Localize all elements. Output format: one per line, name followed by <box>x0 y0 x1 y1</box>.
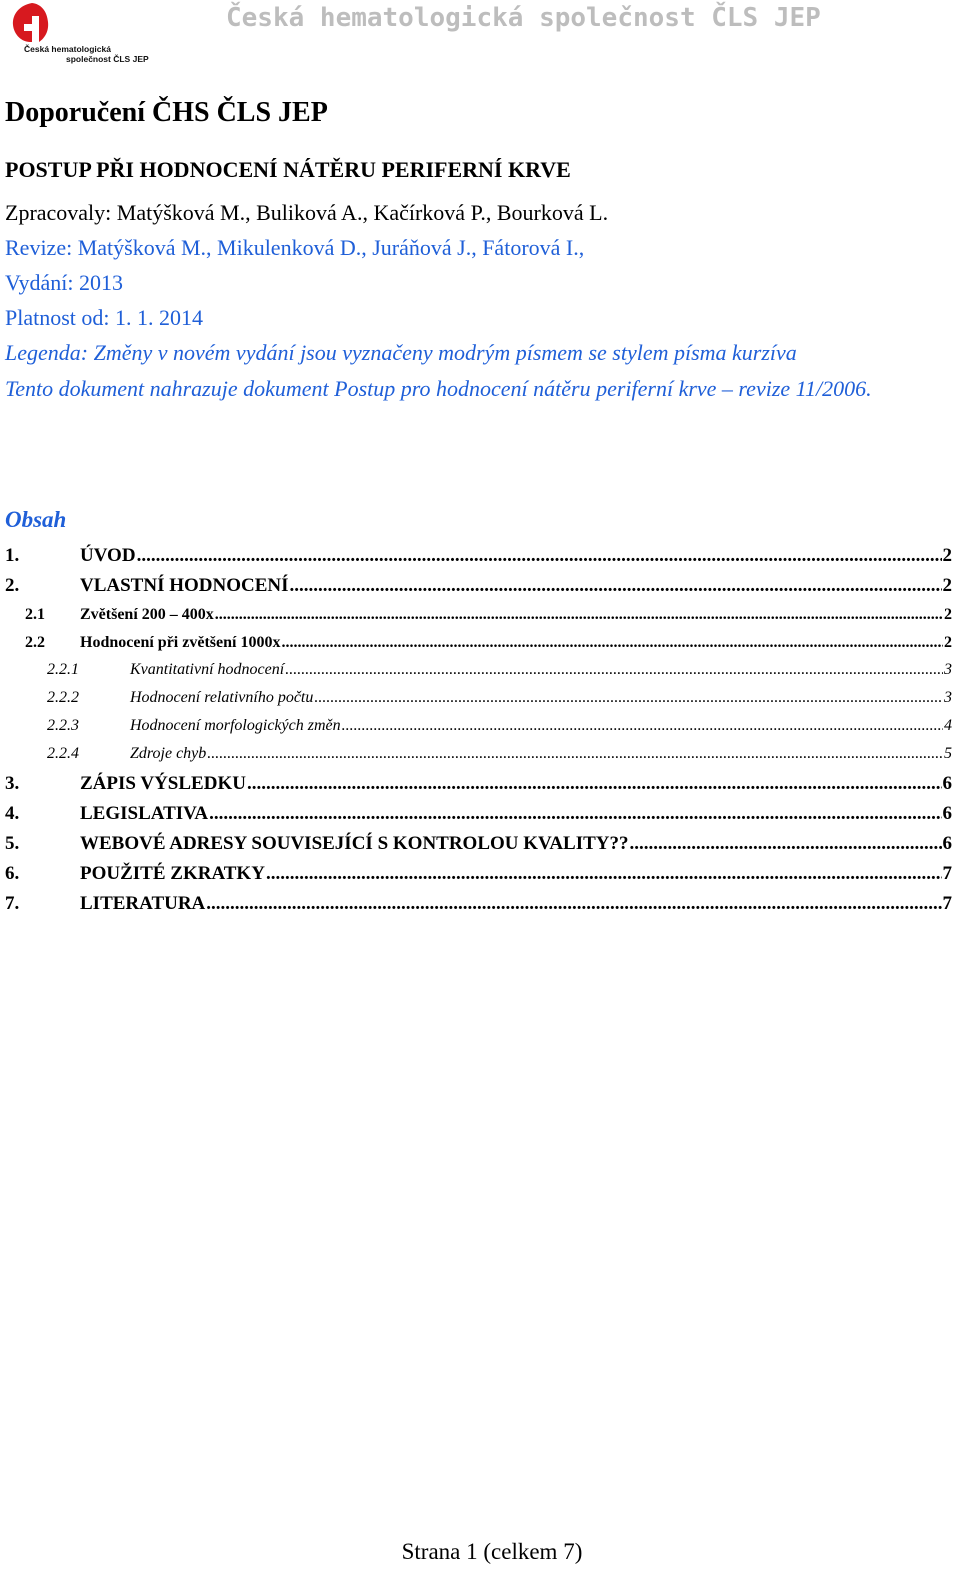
toc-number: 2.2.1 <box>47 661 79 678</box>
toc-leader <box>207 745 943 763</box>
toc-leader <box>281 634 943 652</box>
toc-title: Hodnocení relativního počtu <box>130 689 314 706</box>
toc-page: 2 <box>942 545 952 566</box>
toc-leader <box>206 893 941 915</box>
logo-text-line1: Česká hematologická <box>24 44 111 54</box>
toc-title: Hodnocení při zvětšení 1000x <box>80 634 281 651</box>
toc-number: 2.2.3 <box>47 717 79 734</box>
toc-page: 6 <box>942 773 952 794</box>
toc-page: 5 <box>944 745 952 762</box>
toc-page: 3 <box>944 689 952 706</box>
toc-leader <box>215 606 943 624</box>
toc-number: 1. <box>5 545 20 566</box>
toc-page: 2 <box>942 575 952 596</box>
toc-title: Kvantitativní hodnocení <box>130 661 285 678</box>
toc-number: 2. <box>5 575 20 596</box>
revision-authors: Revize: Matýšková M., Mikulenková D., Juráňová J., Fátorová I., <box>5 235 585 260</box>
toc-number: 2.1 <box>25 606 45 623</box>
toc-title: POUŽITÉ ZKRATKY <box>80 863 265 884</box>
toc-title: LEGISLATIVA <box>80 803 209 824</box>
toc-title: Zvětšení 200 – 400x <box>80 606 214 623</box>
toc-leader <box>247 773 942 795</box>
toc-page: 3 <box>944 661 952 678</box>
toc-title: ÚVOD <box>80 545 136 566</box>
toc-leader <box>630 833 942 855</box>
toc-title: LITERATURA <box>80 893 206 914</box>
toc-title: Hodnocení morfologických změn <box>130 717 341 734</box>
toc-leader <box>266 863 942 885</box>
edition: Vydání: 2013 <box>5 270 123 295</box>
toc-title: VLASTNÍ HODNOCENÍ <box>80 575 289 596</box>
toc-number: 6. <box>5 863 20 884</box>
toc-leader <box>342 717 943 735</box>
toc-page: 7 <box>942 893 952 914</box>
toc-title: Zdroje chyb <box>130 745 207 762</box>
society-logo <box>8 2 158 66</box>
toc-number: 7. <box>5 893 20 914</box>
page-header <box>0 0 960 70</box>
toc-title: ZÁPIS VÝSLEDKU <box>80 773 246 794</box>
toc-page: 6 <box>942 803 952 824</box>
toc-page: 6 <box>942 833 952 854</box>
logo-text-line2: společnost ČLS JEP <box>66 54 149 64</box>
validity: Platnost od: 1. 1. 2014 <box>5 305 204 330</box>
document-type: Doporučení ČHS ČLS JEP <box>5 97 328 128</box>
toc-leader <box>314 689 943 707</box>
toc-number: 5. <box>5 833 20 854</box>
toc-leader <box>137 545 942 567</box>
toc-page: 7 <box>942 863 952 884</box>
toc-page: 4 <box>944 717 952 734</box>
toc-number: 2.2.4 <box>47 745 79 762</box>
page-number-footer: Strana 1 (celkem 7) <box>401 1539 583 1564</box>
document-title: POSTUP PŘI HODNOCENÍ NÁTĚRU PERIFERNÍ KRVE <box>5 157 571 182</box>
toc-page: 2 <box>944 606 952 623</box>
toc-number: 2.2 <box>25 634 45 651</box>
logo-drop-icon <box>10 2 50 46</box>
toc-page: 2 <box>944 634 952 651</box>
replaces-note: Tento dokument nahrazuje dokument Postup pro hodnocení nátěru periferní krve – revize 11/2006. <box>5 376 872 401</box>
legend: Legenda: Změny v novém vydání jsou vyznačeny modrým písmem se stylem písma kurzíva <box>5 340 797 365</box>
toc-leader <box>290 575 942 597</box>
toc-heading: Obsah <box>5 507 67 532</box>
toc-number: 4. <box>5 803 20 824</box>
toc-leader <box>285 661 943 679</box>
prepared-by: Zpracovaly: Matýšková M., Buliková A., Kačírková P., Bourková L. <box>5 200 609 225</box>
header-title: Česká hematologická společnost ČLS JEP <box>226 3 821 33</box>
toc-number: 2.2.2 <box>47 689 79 706</box>
toc-number: 3. <box>5 773 20 794</box>
toc-title: WEBOVÉ ADRESY SOUVISEJÍCÍ S KONTROLOU KVALITY?? <box>80 833 629 854</box>
toc-leader <box>209 803 941 825</box>
